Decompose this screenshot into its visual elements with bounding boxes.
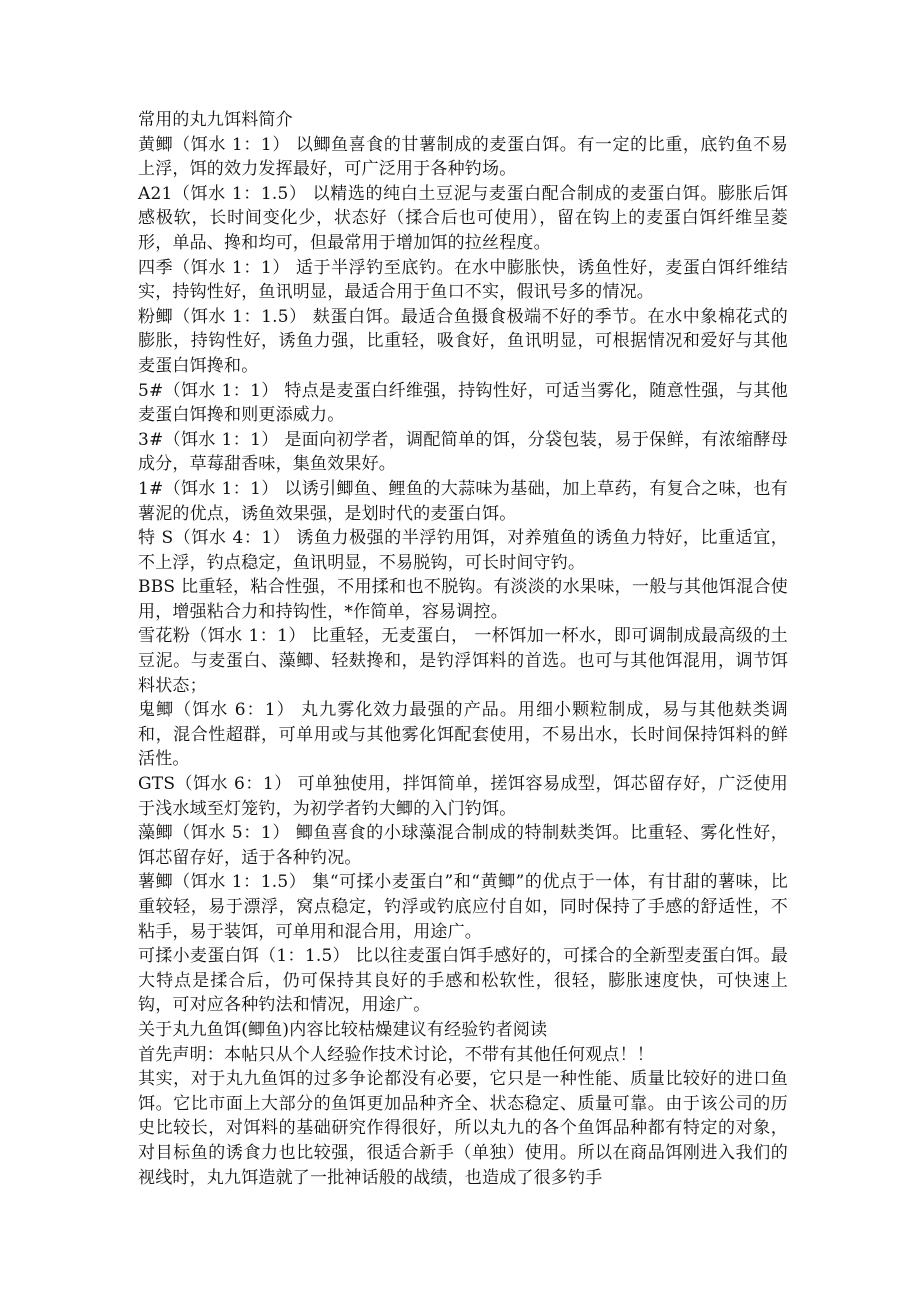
- bait-entry-xuehuafen: 雪花粉（饵水 1：1） 比重轻，无麦蛋白， 一杯饵加一杯水，即可调制成最高级的土豆泥。与麦蛋白、藻鲫、轻麸搀和，是钓浮饵料的首选。也可与其他饵混用，调节饵料状态；: [138, 626, 788, 696]
- bait-entry-te-s: 特 S（饵水 4：1） 诱鱼力极强的半浮钓用饵，对养殖鱼的诱鱼力特好，比重适宜，不上浮，钓点稳定，鱼讯明显，不易脱钩，可长时间守钓。: [138, 528, 788, 573]
- bait-entry-fenji: 粉鲫（饵水 1：1.5） 麸蛋白饵。最适合鱼摄食极端不好的季节。在水中象棉花式的膨胀，持钩性好，诱鱼力强，比重轻，吸食好，鱼讯明显，可根据情况和爱好与其他麦蛋白饵搀和。: [138, 306, 788, 376]
- bait-entry-bbs: BBS 比重轻，粘合性强，不用揉和也不脱钩。有淡淡的水果味，一般与其他饵混合使用，增强粘合力和持钩性，*作简单，容易调控。: [138, 577, 788, 622]
- bait-entry-siji: 四季（饵水 1：1） 适于半浮钓至底钓。在水中膨胀快，诱鱼性好，麦蛋白饵纤维结实，持钩性好，鱼讯明显，最适合用于鱼口不实，假讯号多的情况。: [138, 257, 788, 303]
- disclaimer-paragraph: 首先声明：本帖只从个人经验作技术讨论，不带有其他任何观点！！: [138, 1044, 654, 1065]
- document-title: 常用的丸九饵料简介: [138, 110, 293, 130]
- body-paragraph: 其实，对于丸九鱼饵的过多争论都没有必要，它只是一种性能、质量比较好的进口鱼饵。它比市面上大部分的鱼饵更加品种齐全、状态稳定、质量可靠。由于该公司的历史比较长，对饵料的基础研究作得很好，所以丸九的各个鱼饵品种都有特定的对象，对目标鱼的诱食力也比较强，很适合新手（单独）使用。所以在商品饵刚进入我们的视线时，丸九饵造就了一批神话般的战绩，也造成了很多钓手: [138, 1069, 788, 1188]
- bait-entry-gts: GTS（饵水 6：1） 可单独使用，拌饵简单，搓饵容易成型，饵芯留存好，广泛使用于浅水域至灯笼钓，为初学者钓大鲫的入门钓饵。: [138, 774, 788, 819]
- bait-entry-kerou: 可揉小麦蛋白饵（1：1.5） 比以往麦蛋白饵手感好的，可揉合的全新型麦蛋白饵。最大特点是揉合后，仍可保持其良好的手感和松软性，很轻，膨胀速度快，可快速上钩，可对应各种钓法和情况，用途广。: [138, 946, 788, 1016]
- bait-entry-1: 1#（饵水 1：1） 以诱引鲫鱼、鲤鱼的大蒜味为基础，加上草药，有复合之味，也有薯泥的优点，诱鱼效果强，是划时代的麦蛋白饵。: [138, 478, 788, 524]
- bait-entry-guiji: 鬼鲫（饵水 6：1） 丸九雾化效力最强的产品。用细小颗粒制成，易与其他麸类调和，混合性超群，可单用或与其他雾化饵配套使用，不易出水，长时间保持饵料的鲜活性。: [138, 700, 788, 770]
- bait-entry-shuji: 薯鲫（饵水 1：1.5） 集“可揉小麦蛋白”和“黄鲫”的优点于一体，有甘甜的薯味，比重较轻，易于漂浮，窝点稳定，钓浮或钓底应付自如，同时保持了手感的舒适性，不粘手，易于装饵，可单用和混合用，用途广。: [138, 872, 788, 942]
- section-heading: 关于丸九鱼饵(鲫鱼)内容比较枯燥建议有经验钓者阅读: [138, 1019, 548, 1040]
- bait-entry-5: 5#（饵水 1：1） 特点是麦蛋白纤维强，持钩性好，可适当雾化，随意性强，与其他麦蛋白饵搀和则更添威力。: [138, 380, 788, 426]
- bait-entry-3: 3#（饵水 1：1） 是面向初学者，调配简单的饵，分袋包装，易于保鲜，有浓缩酵母成分，草莓甜香味，集鱼效果好。: [138, 429, 788, 475]
- document-body: [138, 108, 788, 1190]
- bait-entry-zaoji: 藻鲫（饵水 5：1） 鲫鱼喜食的小球藻混合制成的特制麸类饵。比重轻、雾化性好，饵芯留存好，适于各种钓况。: [138, 823, 788, 868]
- bait-entry-huangji: 黄鲫（饵水 1：1） 以鲫鱼喜食的甘薯制成的麦蛋白饵。有一定的比重，底钓鱼不易上浮，饵的效力发挥最好，可广泛用于各种钓场。: [138, 134, 788, 180]
- bait-entry-a21: A21（饵水 1：1.5） 以精选的纯白土豆泥与麦蛋白配合制成的麦蛋白饵。膨胀后饵感极软，长时间变化少，状态好（揉合后也可使用），留在钩上的麦蛋白饵纤维呈菱形，单品、搀和均可，但最常用于增加饵的拉丝程度。: [138, 183, 788, 253]
